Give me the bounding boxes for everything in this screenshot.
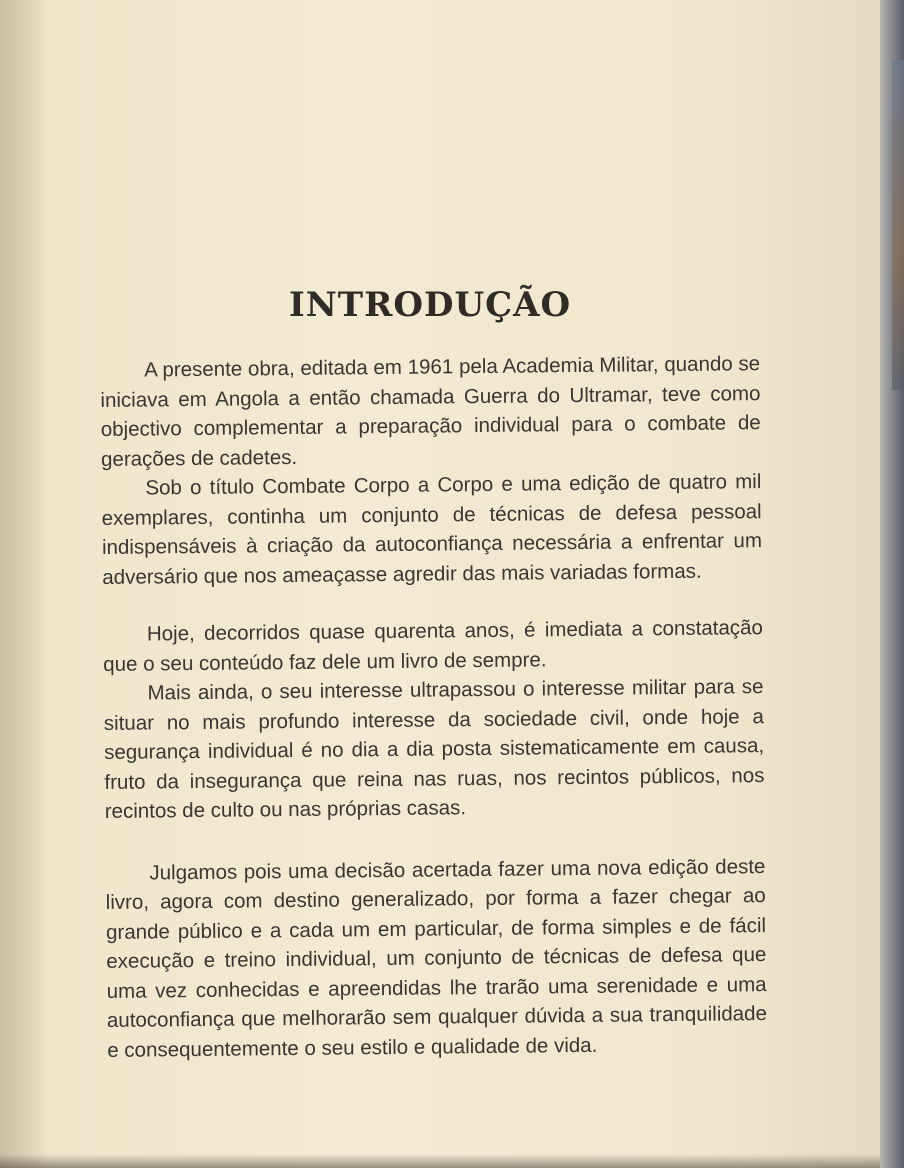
paragraph: Julgamos pois uma decisão acertada fazer uma nova edição deste livro, agora com destino generalizado, por forma a fazer chegar ao grande público e a cada um em particular, de forma simples e de fácil execução e treino individual, um conjunto de técnicas de defesa que uma vez conhecidas e apreendidas lhe trarão uma serenidade e uma autoconfiança que melhorarão sem qualquer dúvida a sua tranquilidade e consequentemente o seu estilo e qualidade de vida.	[105, 854, 768, 1062]
paragraph: Mais ainda, o seu interesse ultrapassou o interesse militar para se situar no mais profundo interesse da sociedade civil, onde hoje a segurança individual é no dia a dia posta sistematicamente em causa, fruto da insegurança que reina nas ruas, nos recintos públicos, nos recintos de culto ou nas próprias casas.	[103, 675, 765, 823]
paragraph: Hoje, decorridos quase quarenta anos, é imediata a constatação que o seu conteúdo faz dele um livro de sempre.	[103, 616, 764, 676]
page-bottom-shadow	[0, 1154, 880, 1168]
page-gutter	[0, 0, 48, 1168]
background-object	[892, 60, 904, 390]
body-text	[100, 349, 767, 1065]
paragraph: A presente obra, editada em 1961 pela Academia Militar, quando se iniciava em Angola a então chamada Guerra do Ultramar, teve como objectivo complementar a preparação individual para o combate de gerações de cadetes.	[100, 352, 761, 471]
paragraph: Sob o título Combate Corpo a Corpo e uma edição de quatro mil exemplares, continha um conjunto de técnicas de defesa pessoal indispensáveis à criação da autoconfiança necessária a enfrentar um adversário que nos ameaçasse agredir das mais variadas formas.	[101, 470, 763, 589]
page-title: INTRODUÇÃO	[288, 284, 572, 325]
